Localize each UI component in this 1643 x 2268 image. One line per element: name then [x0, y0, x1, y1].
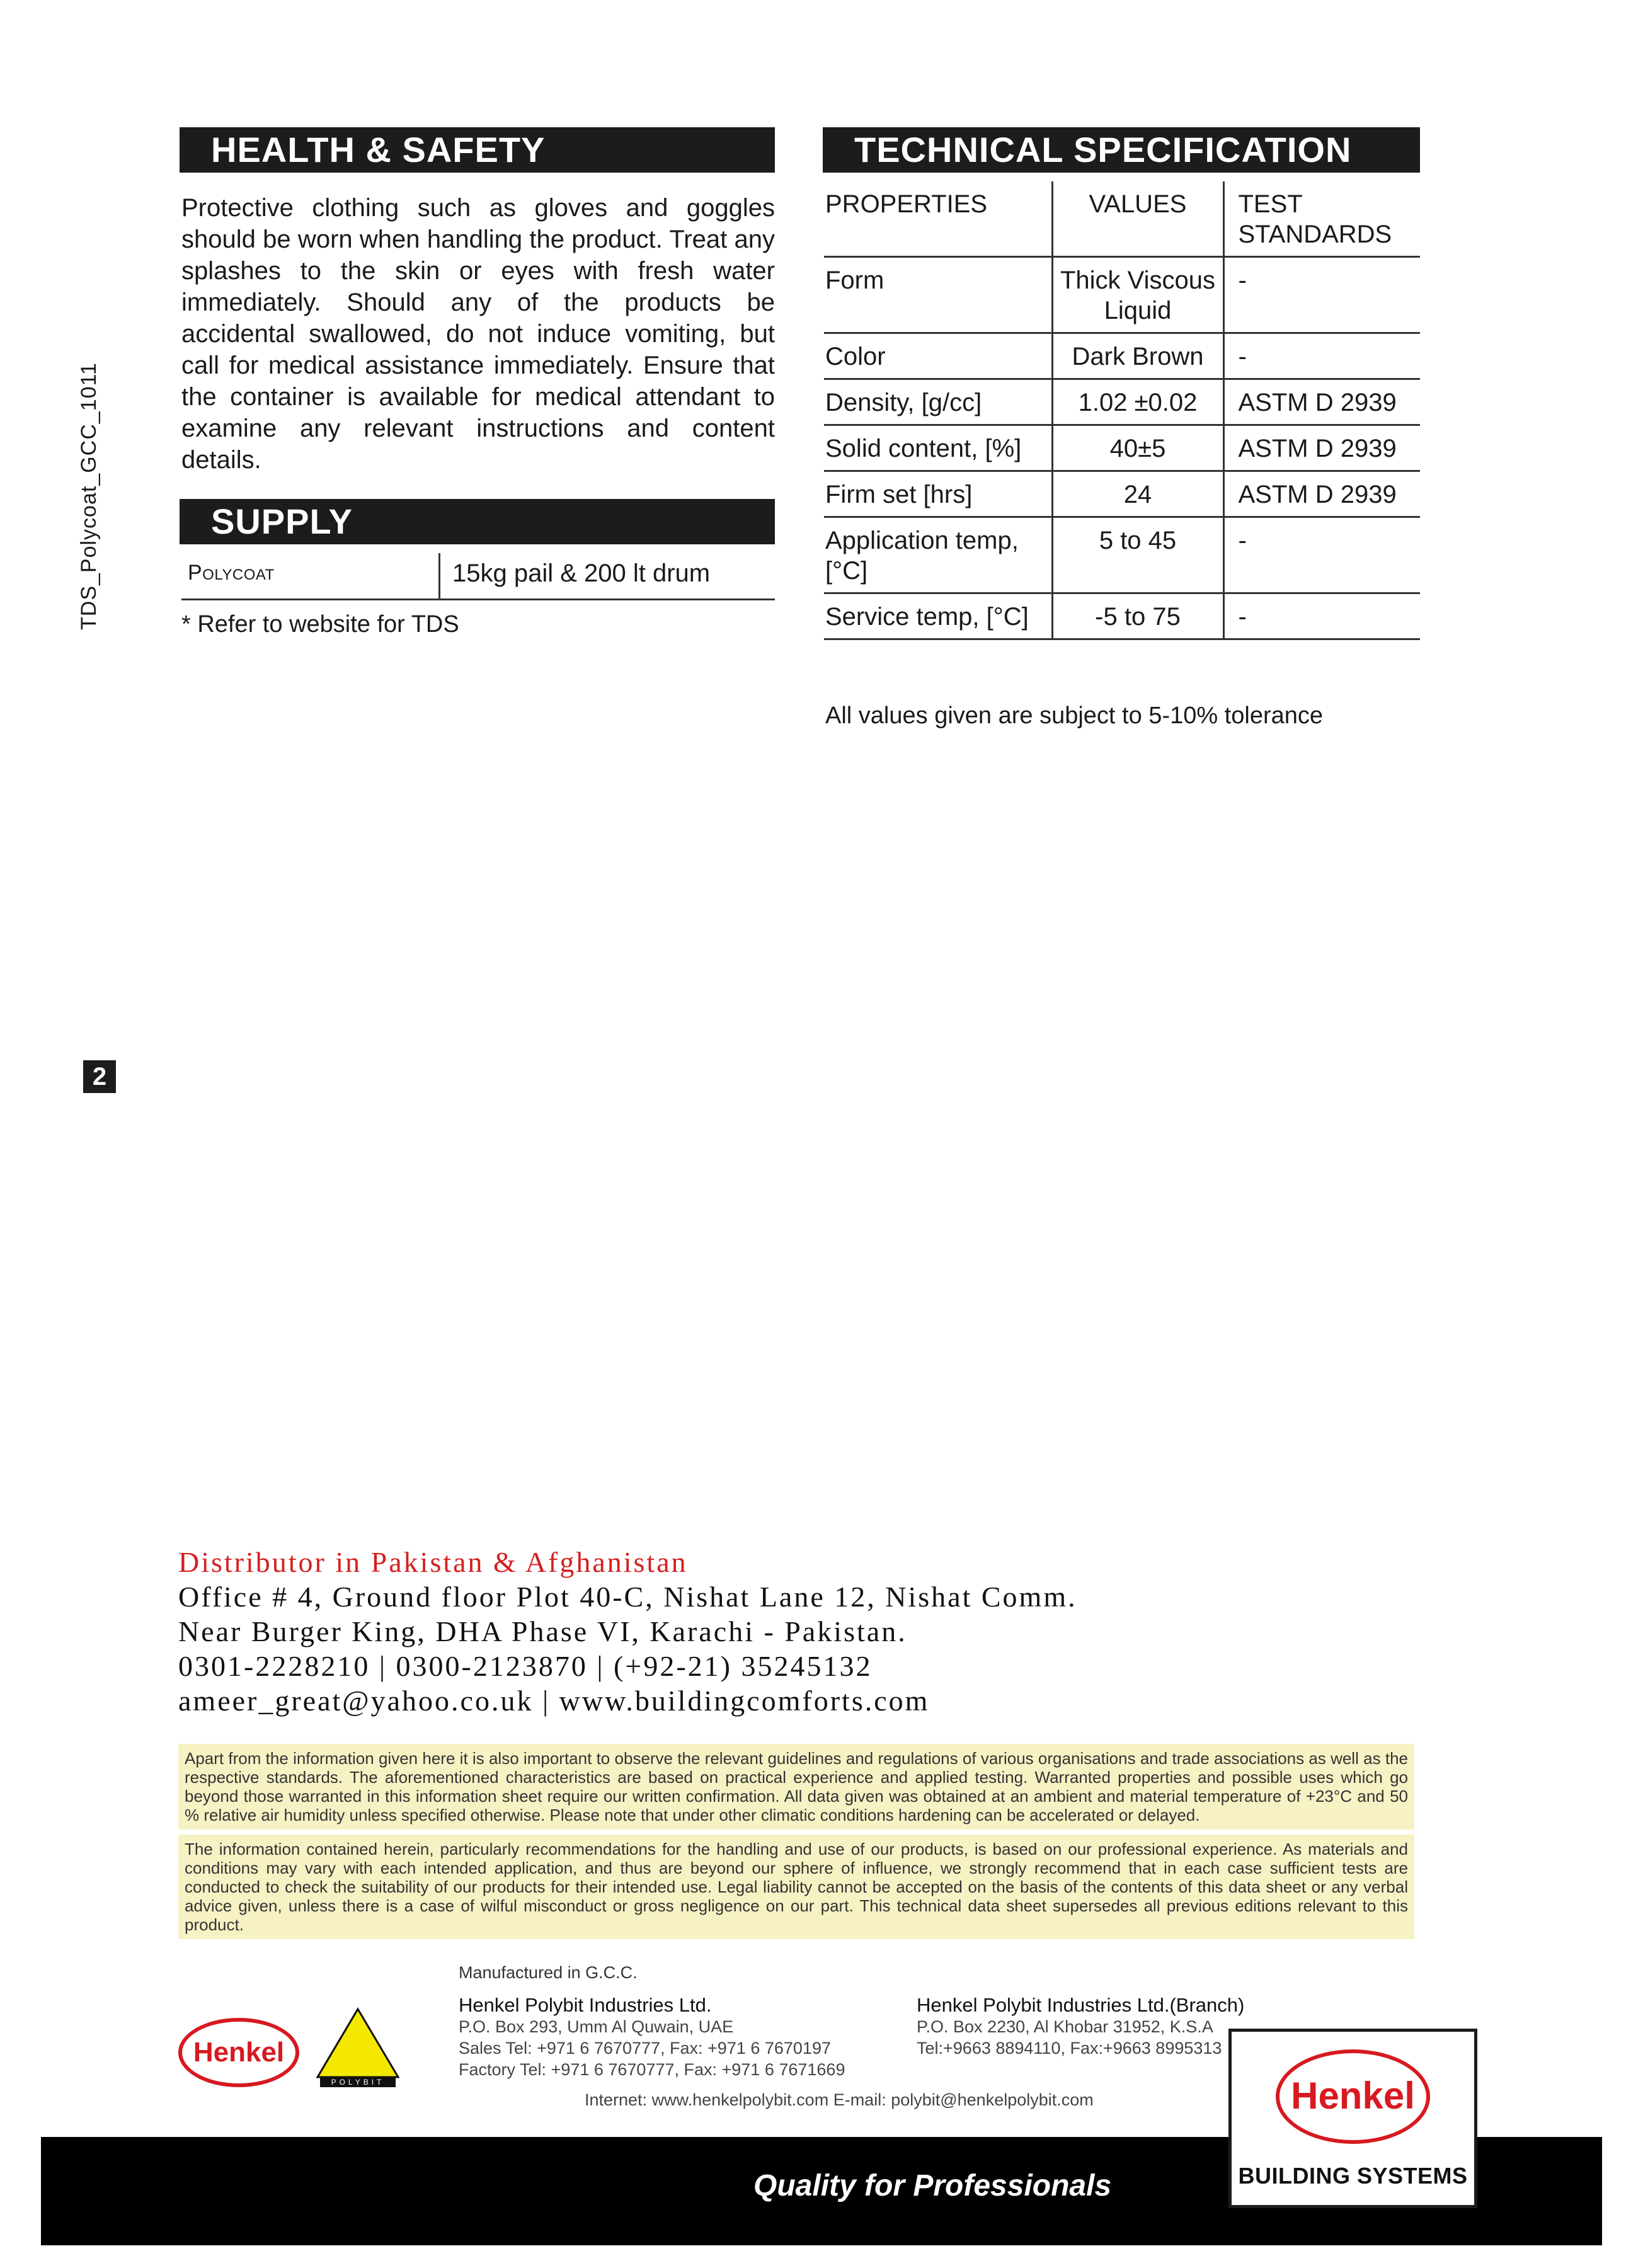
- supply-note: * Refer to website for TDS: [181, 611, 459, 638]
- standard-cell: -: [1223, 593, 1420, 639]
- polybit-triangle: [318, 2009, 398, 2077]
- distributor-block: [178, 1545, 1407, 1718]
- supply-heading: SUPPLY: [180, 499, 775, 544]
- tolerance-note: All values given are subject to 5-10% tolerance: [825, 702, 1324, 729]
- table-header-row: [824, 181, 1420, 257]
- document-code-label: TDS_Polycoat_GCC_1011: [77, 362, 101, 630]
- property-cell: Service temp, [°C]: [824, 593, 1052, 639]
- internet-contact: Internet: www.henkelpolybit.com E-mail: polybit@henkelpolybit.com: [585, 2090, 1094, 2109]
- branch-contact-block: [917, 1995, 1244, 2059]
- value-cell: 40±5: [1052, 425, 1223, 471]
- value-cell: 1.02 ±0.02: [1052, 379, 1223, 425]
- property-cell: Density, [g/cc]: [824, 379, 1052, 425]
- manufactured-note: Manufactured in G.C.C.: [459, 1963, 638, 1982]
- table-row: [824, 593, 1420, 639]
- distributor-address-line1: Office # 4, Ground floor Plot 40-C, Nishat Lane 12, Nishat Comm.: [178, 1581, 1077, 1613]
- supply-row: [181, 553, 775, 600]
- property-cell: Solid content, [%]: [824, 425, 1052, 471]
- hq-contact-block: [459, 1995, 845, 2080]
- branch-company-name: Henkel Polybit Industries Ltd.(Branch): [917, 1994, 1245, 2016]
- table-row: [824, 257, 1420, 333]
- branch-address: P.O. Box 2230, Al Khobar 31952, K.S.A: [917, 2017, 1213, 2036]
- henkel-logo-large: Henkel: [1276, 2049, 1430, 2144]
- slogan: Quality for Professionals: [753, 2169, 1112, 2202]
- branch-tel: Tel:+9663 8894110, Fax:+9663 8995313: [917, 2039, 1222, 2058]
- header-test-standards: TEST STANDARDS: [1223, 181, 1420, 257]
- value-cell: -5 to 75: [1052, 593, 1223, 639]
- distributor-contact-web: ameer_great@yahoo.co.uk | www.buildingcomforts.com: [178, 1685, 930, 1717]
- disclaimer-standards: Apart from the information given here it is also important to observe the relevant guidelines and regulations of various organisations and trade associations as well as the respective standards. The aforementioned characteristics are based on practical experience and applied testing. Warranted properties and possible uses which go beyond those warranted in this information sheet require our written confirmation. All data given was obtained at an ambient and material temperature of +23°C and 50 % relative air humidity unless specified otherwise. Please note that under other climatic conditions hardening can be accelerated or delayed.: [178, 1744, 1414, 1830]
- health-safety-text: Protective clothing such as gloves and goggles should be worn when handling the product. Treat any splashes to the skin or eyes with fresh water immediately. Should any of the products be accidental swallowed, do not induce vomiting, but call for medical assistance immediately. Ensure that the container is available for medical attendant to examine any relevant instructions and content details.: [181, 194, 775, 474]
- hq-factory-contact: Factory Tel: +971 6 7670777, Fax: +971 6 7671669: [459, 2060, 845, 2079]
- standard-cell: -: [1223, 517, 1420, 593]
- henkel-logo: Henkel: [178, 2018, 299, 2087]
- supply-product-name: Polycoat: [188, 561, 275, 585]
- polybit-label: POLYBIT: [331, 2078, 385, 2087]
- value-cell: Dark Brown: [1052, 333, 1223, 379]
- header-properties: PROPERTIES: [824, 181, 1052, 257]
- value-cell: 5 to 45: [1052, 517, 1223, 593]
- hq-address: P.O. Box 293, Umm Al Quwain, UAE: [459, 2017, 734, 2036]
- technical-spec-heading: TECHNICAL SPECIFICATION: [823, 127, 1420, 173]
- building-systems-caption: BUILDING SYSTEMS: [1238, 2163, 1468, 2189]
- property-cell: Color: [824, 333, 1052, 379]
- table-row: [824, 333, 1420, 379]
- standard-cell: ASTM D 2939: [1223, 425, 1420, 471]
- property-cell: Application temp, [°C]: [824, 517, 1052, 593]
- table-row: [824, 425, 1420, 471]
- page-number: 2: [83, 1060, 116, 1093]
- distributor-title: Distributor in Pakistan & Afghanistan: [178, 1546, 688, 1578]
- standard-cell: ASTM D 2939: [1223, 471, 1420, 517]
- polybit-logo: [315, 2007, 401, 2088]
- property-cell: Form: [824, 257, 1052, 333]
- standard-cell: -: [1223, 333, 1420, 379]
- value-cell: Thick Viscous Liquid: [1052, 257, 1223, 333]
- hq-company-name: Henkel Polybit Industries Ltd.: [459, 1994, 712, 2016]
- table-row: [824, 379, 1420, 425]
- standard-cell: ASTM D 2939: [1223, 379, 1420, 425]
- property-cell: Firm set [hrs]: [824, 471, 1052, 517]
- health-safety-heading: HEALTH & SAFETY: [180, 127, 775, 173]
- value-cell: 24: [1052, 471, 1223, 517]
- table-row: [824, 471, 1420, 517]
- hq-sales-contact: Sales Tel: +971 6 7670777, Fax: +971 6 7670197: [459, 2039, 831, 2058]
- distributor-phone: 0301-2228210 | 0300-2123870 | (+92-21) 35245132: [178, 1650, 873, 1682]
- distributor-address-line2: Near Burger King, DHA Phase VI, Karachi - Pakistan.: [178, 1615, 907, 1647]
- supply-divider: [438, 553, 440, 598]
- header-values: VALUES: [1052, 181, 1223, 257]
- standard-cell: -: [1223, 257, 1420, 333]
- supply-packaging: 15kg pail & 200 lt drum: [452, 559, 711, 587]
- disclaimer-liability: The information contained herein, particularly recommendations for the handling and use of our products, is based on our professional experience. As materials and conditions may vary with each intended application, and thus are beyond our sphere of influence, we strongly recommend that in each case sufficient tests are conducted to check the suitability of our products for their intended use. Legal liability cannot be accepted on the basis of the contents of this data sheet or any verbal advice given, unless there is a case of wilful misconduct or gross negligence on our part. This technical data sheet supersedes all previous editions relevant to this product.: [178, 1835, 1414, 1939]
- henkel-building-systems-logo: [1228, 2029, 1477, 2208]
- table-row: [824, 517, 1420, 593]
- technical-spec-table: [824, 181, 1420, 640]
